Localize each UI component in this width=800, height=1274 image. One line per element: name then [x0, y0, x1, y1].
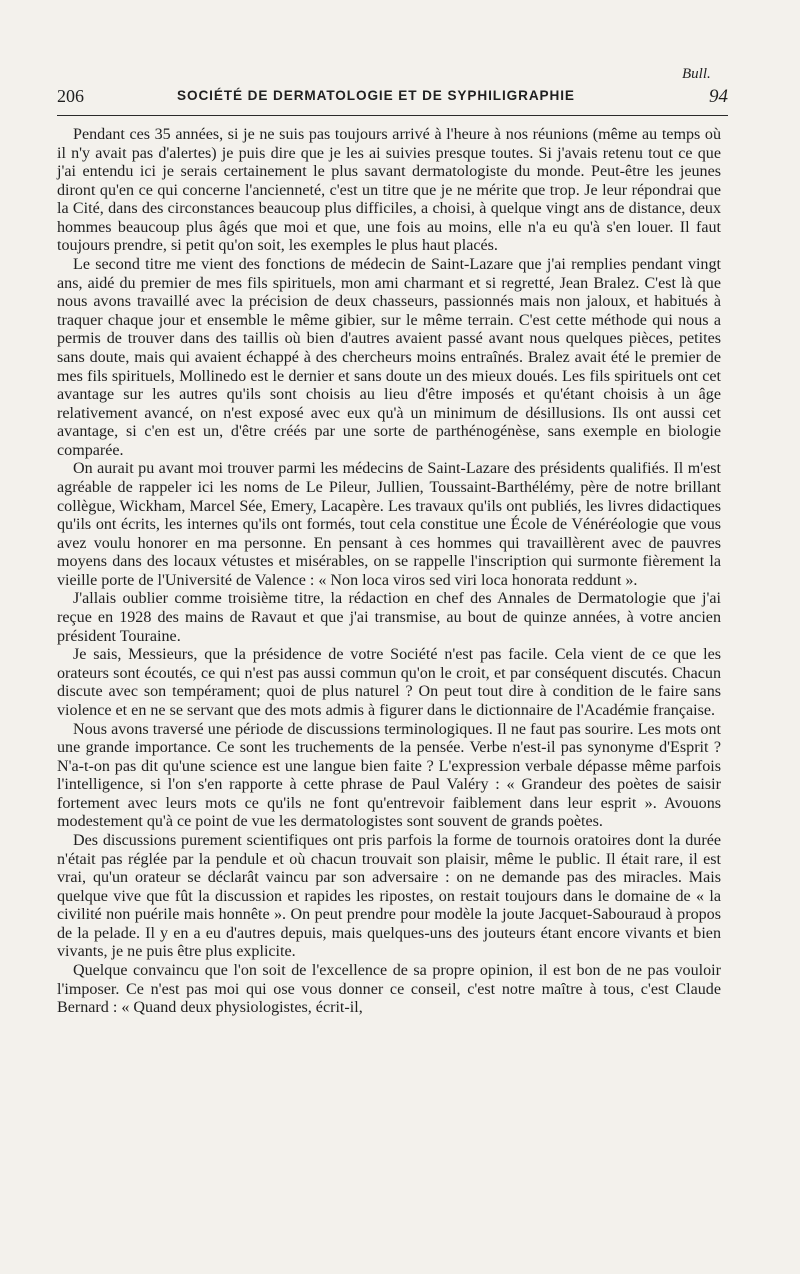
- header-rule: [57, 115, 728, 116]
- paragraph: On aurait pu avant moi trouver parmi les médecins de Saint-Lazare des présidents qualifiés. Il m'est agréable de rappeler ici les noms de Le Pileur, Jullien, Toussaint-Barthélémy, père de notre brillant collègue, Wickham, Marcel Sée, Emery, Lacapère. Les travaux qu'ils ont publiés, les livres didactiques qu'ils ont écrits, les internes qu'ils ont formés, tout cela constitue une École de Vénéréologie que vous avez voulu honorer en ma personne. En pensant à ces hommes qui travaillèrent avec de pauvres moyens dans des locaux vétustes et misérables, on se rappelle l'inscription qui surmonte fièrement la vieille porte de l'Université de Valence : « Non loca viros sed viri loca honorata reddunt ».: [57, 460, 721, 589]
- paragraph: Quelque convaincu que l'on soit de l'excellence de sa propre opinion, il est bon de ne pas vouloir l'imposer. Ce n'est pas moi qui ose vous donner ce conseil, c'est notre maître à tous, c'est Claude Bernard : « Quand deux physiologistes, écrit-il,: [57, 962, 721, 1017]
- paragraph: J'allais oublier comme troisième titre, la rédaction en chef des Annales de Dermatologie que j'ai reçue en 1928 des mains de Ravaut et que j'ai transmise, au bout de quinze années, à votre ancien président Touraine.: [57, 590, 721, 645]
- page-header: [57, 86, 728, 112]
- paragraph: Je sais, Messieurs, que la présidence de votre Société n'est pas facile. Cela vient de ce que les orateurs sont écoutés, ce qui n'est pas aussi commun qu'on le croit, et par conséquent discutés. Chacun discute avec son tempérament; quoi de plus naturel ? On peut tout dire à condition de le faire sans violence et en ne se servant que des mots admis à figurer dans le dictionnaire de l'Académie française.: [57, 646, 721, 719]
- body-text: [57, 126, 721, 1018]
- folio-number: 94: [709, 86, 728, 107]
- paragraph: Le second titre me vient des fonctions de médecin de Saint-Lazare que j'ai remplies pendant vingt ans, aidé du premier de mes fils spirituels, mon ami charmant et si regretté, Jean Bralez. C'est là que nous avons travaillé avec la précision de deux chasseurs, passionnés mais non jaloux, et habitués à traquer chaque jour et ensemble le même gibier, sur le même terrain. C'est cette méthode qui nous a permis de trouver dans des taillis où bien d'autres avaient passé avant nous quelques pièces, petites sans doute, mais qui avaient échappé à des chercheurs moins entraînés. Bralez avait été le premier de mes fils spirituels, Mollinedo est le dernier et sans doute un des mieux doués. Les fils spirituels ont cet avantage sur les autres qu'ils sont choisis au lieu d'être imposés et qu'étant choisis à un âge relativement avancé, on n'est exposé avec eux qu'à un minimum de désillusions. Ils ont aussi cet avantage, si c'en est un, d'être créés par une sorte de parthénogénèse, sans exemple en biologie comparée.: [57, 256, 721, 459]
- paragraph: Des discussions purement scientifiques ont pris parfois la forme de tournois oratoires dont la durée n'était pas réglée par la pendule et où chacun trouvait son plaisir, même le public. Il était rare, il est vrai, qu'un orateur se déclarât vaincu par son adversaire : on ne demande pas des miracles. Mais quelque vive que fût la discussion et rapides les ripostes, on restait toujours dans le domaine de « la civilité non puérile mais honnête ». On peut prendre pour modèle la joute Jacquet-Sabouraud à propos de la pelade. Il y en a eu d'autres depuis, mais quelques-uns des jouteurs étant encore vivants et bien vivants, je ne puis être plus explicite.: [57, 831, 721, 961]
- paragraph: Nous avons traversé une période de discussions terminologiques. Il ne faut pas sourire. Les mots ont une grande importance. Ce sont les truchements de la pensée. Verbe n'est-il pas synonyme d'Esprit ? N'a-t-on pas dit qu'une science est une langue bien faite ? L'expression verbale dépasse même parfois l'intelligence, si l'on s'en rapporte à cette phrase de Paul Valéry : « Grandeur des poètes de saisir fortement avec leurs mots ce qu'ils ne font qu'entrevoir faiblement dans leur esprit ». Avouons modestement qu'à ce point de vue les dermatologistes sont souvent de grands poètes.: [57, 720, 721, 831]
- running-title: SOCIÉTÉ DE DERMATOLOGIE ET DE SYPHILIGRAPHIE: [177, 88, 575, 103]
- page-number: 206: [57, 86, 84, 106]
- paragraph: Pendant ces 35 années, si je ne suis pas toujours arrivé à l'heure à nos réunions (même au temps où il n'y avait pas d'alertes) je puis dire que je les ai suivies presque toutes. Si j'avais retenu tout ce que j'ai entendu ici je serais certainement le plus savant dermatologiste du monde. Peut-être les jeunes diront qu'en ce qui concerne l'ancienneté, c'est un titre que je ne mérite que trop. Je leur répondrai que la Cité, dans des circonstances beaucoup plus difficiles, a choisi, à quelque vingt ans de distance, deux hommes beaucoup plus âgés que moi et que, une fois au moins, elle n'a eu qu'à s'en louer. Il faut toujours prendre, si petit qu'on soit, les exemples le plus haut placés.: [57, 126, 721, 255]
- bull-annotation: Bull.: [682, 66, 711, 82]
